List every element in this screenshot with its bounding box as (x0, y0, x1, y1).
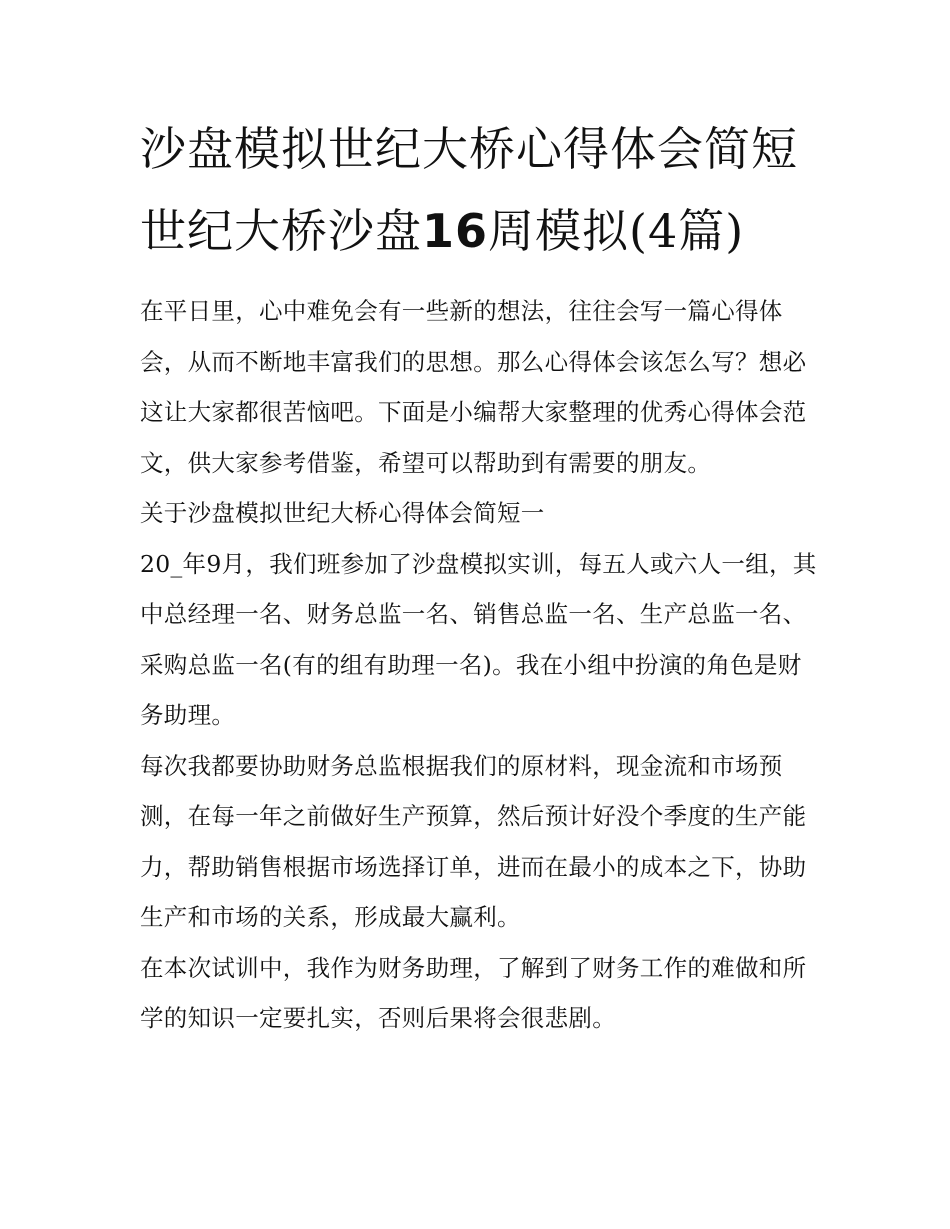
intro-paragraph: 在平日里，心中难免会有一些新的想法，往往会写一篇心得体会，从而不断地丰富我们的思想。那么心得体会该怎么写？想必这让大家都很苦恼吧。下面是小编帮大家整理的优秀心得体会范文，供大家参考借鉴，希望可以帮助到有需要的朋友。 (140, 297, 807, 477)
body-paragraph: 每次我都要协助财务总监根据我们的原材料，现金流和市场预测，在每一年之前做好生产预算，然后预计好没个季度的生产能力，帮助销售根据市场选择订单，进而在最小的成本之下，协助生产和市场的关系，形成最大赢利。 (140, 751, 807, 931)
section-heading: 关于沙盘模拟世纪大桥心得体会简短一 (140, 499, 545, 527)
document-title (140, 108, 820, 272)
title-text-part2: 周模拟(4篇) (488, 204, 745, 258)
title-number: 16 (422, 204, 489, 258)
document-page (140, 108, 820, 1044)
title-text-part1: 沙盘模拟世纪大桥心得体会简短 世纪大桥沙盘 (140, 122, 798, 258)
body-paragraph: 20_年9月，我们班参加了沙盘模拟实训，每五人或六人一组，其中总经理一名、财务总监一名、销售总监一名、生产总监一名、采购总监一名(有的组有助理一名)。我在小组中扮演的角色是财务助理。 (140, 549, 817, 729)
body-paragraph: 在本次试训中，我作为财务助理，了解到了财务工作的难做和所学的知识一定要扎实，否则后果将会很悲剧。 (140, 953, 807, 1032)
